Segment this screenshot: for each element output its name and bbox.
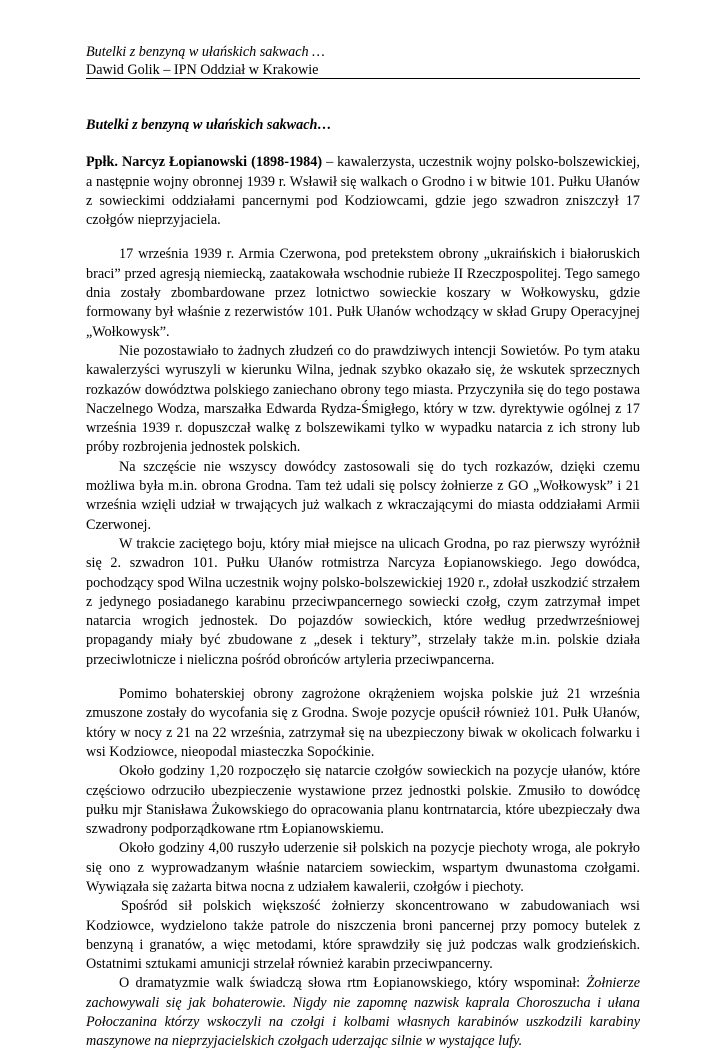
paragraph-8: Spośród sił polskich większość żołnierzy skoncentrowano w zabudowaniach wsi Kodziowce, wydzielono także patrole do niszczenia broni pancernej przy pomocy butelek z benzyną i granatów, a więc metodami, które sprawdziły się już podczas walk grodzieńskich. Ostatnimi sztukami amunicji strzelał również karabin przeciwpancerny. (86, 898, 640, 973)
intro-name: Ppłk. Narcyz Łopianowski (1898-1984) (86, 154, 323, 171)
paragraph-3: Na szczęście nie wszyscy dowódcy zastosowali się do tych rozkazów, dzięki czemu możliwa była m.in. obrona Grodna. Tam też udali się polscy żołnierze z GO „Wołkowysk” i 21 września wzięli udział w trwających już walkach z wkraczającymi do miasta oddziałami Armii Czerwonej. (86, 458, 640, 533)
intro-paragraph (86, 153, 640, 230)
paragraph-9 (86, 974, 640, 1051)
paragraph-4: W trakcie zaciętego boju, który miał miejsce na ulicach Grodna, po raz pierwszy wyróżnił się 2. szwadron 101. Pułku Ułanów rotmistrza Narcyza Łopianowskiego. Jego dowódca, pochodzący spod Wilna uczestnik wojny polsko-bolszewickiej 1920 r., zdołał uszkodzić strzałem z jedynego posiadanego karabinu przeciwpancernego sowiecki czołg, czym zatrzymał impet natarcia wrogich jednostek. Do pojazdów sowieckich, które według przedwrześniowej propagandy miały być zbudowane z „desek i tektury”, strzelały także m.in. polskie działa przeciwlotnicze i nieliczna pośród obrońców artyleria przeciwpancerna. (86, 535, 640, 668)
paragraph-5: Pomimo bohaterskiej obrony zagrożone okrążeniem wojska polskie już 21 września zmuszone zostały do wycofania się z Grodna. Swoje pozycje opuścił również 101. Pułk Ułanów, który w nocy z 21 na 22 września, zatrzymał się na ubezpieczony biwak w okolicach folwarku i wsi Kodziowce, nieopodal miasteczka Sopoćkinie. (86, 686, 640, 760)
paragraph-2: Nie pozostawiało to żadnych złudzeń co do prawdziwych intencji Sowietów. Po tym ataku kawalerzyści wyruszyli w kierunku Wilna, jednak szybko okazało się, że wskutek sprzecznych rozkazów dowództwa polskiego zaniechano obrony tego miasta. Przyczyniła się do tego postawa Naczelnego Wodza, marszałka Edwarda Rydza-Śmigłego, który w tzw. dyrektywie ogólnej z 17 września 1939 r. dopuszczał walkę z bolszewikami tylko w wypadku natarcia z ich strony lub próby rozbrojenia jednostek polskich. (86, 342, 640, 456)
paragraph-6: Około godziny 1,20 rozpoczęło się natarcie czołgów sowieckich na pozycje ułanów, które częściowo odrzuciło ubezpieczenie wystawione przez jednostki polskie. Zmusiło to dowódcę pułku mjr Stanisława Żukowskiego do opracowania planu kontrnatarcia, które ubezpieczały dwa szwadrony podporządkowane rtm Łopianowskiemu. (86, 763, 640, 838)
paragraph-7: Około godziny 4,00 ruszyło uderzenie sił polskich na pozycje piechoty wroga, ale pokryło się ono z wyprowadzanym właśnie natarciem sowieckim, wspartym dwunastoma czołgami. Wywiązała się zażarta bitwa nocna z udziałem kawalerii, czołgów i piechoty. (86, 840, 640, 895)
article-title: Butelki z benzyną w ułańskich sakwach… (86, 117, 332, 133)
article-body (86, 116, 640, 1052)
quote-intro: O dramatyzmie walk świadczą słowa rtm Łopianowskiego, który wspominał: (119, 975, 587, 992)
quote-text: Żołnierze zachowywali się jak bohaterowie. Nigdy nie zapomnę nazwisk kaprala Choroszucha i ułana Połoczanina którzy wskoczyli na czołgi i kolbami własnych karabinów uszkodzili karabiny maszynowe na nieprzyjacielskich czołgach uderzając silnie w wystające lufy. (86, 975, 640, 1050)
paragraph-1: 17 września 1939 r. Armia Czerwona, pod pretekstem obrony „ukraińskich i białoruskich braci” przed agresją niemiecką, zaatakowała wschodnie rubieże II Rzeczpospolitej. Tego samego dnia zostały zbombardowane przez lotnictwo sowieckie koszary w Wołkowysku, gdzie formowany był właśnie z rezerwistów 101. Pułk Ułanów wchodzący w skład Grupy Operacyjnej „Wołkowysk”. (86, 246, 640, 340)
page-header (86, 44, 640, 79)
intro-text: – kawalerzysta, uczestnik wojny polsko-bolszewickiej, a następnie wojny obronnej 1939 r. Wsławił się walkach o Grodno i w bitwie 101. Pułku Ułanów z sowieckimi oddziałami pancernymi pod Kodziowcami, gdzie jego szwadron zniszczył 17 czołgów nieprzyjaciela. (86, 154, 640, 229)
header-title: Butelki z benzyną w ułańskich sakwach … (86, 44, 325, 60)
header-author: Dawid Golik – IPN Oddział w Krakowie (86, 62, 319, 78)
header-divider (86, 78, 640, 79)
